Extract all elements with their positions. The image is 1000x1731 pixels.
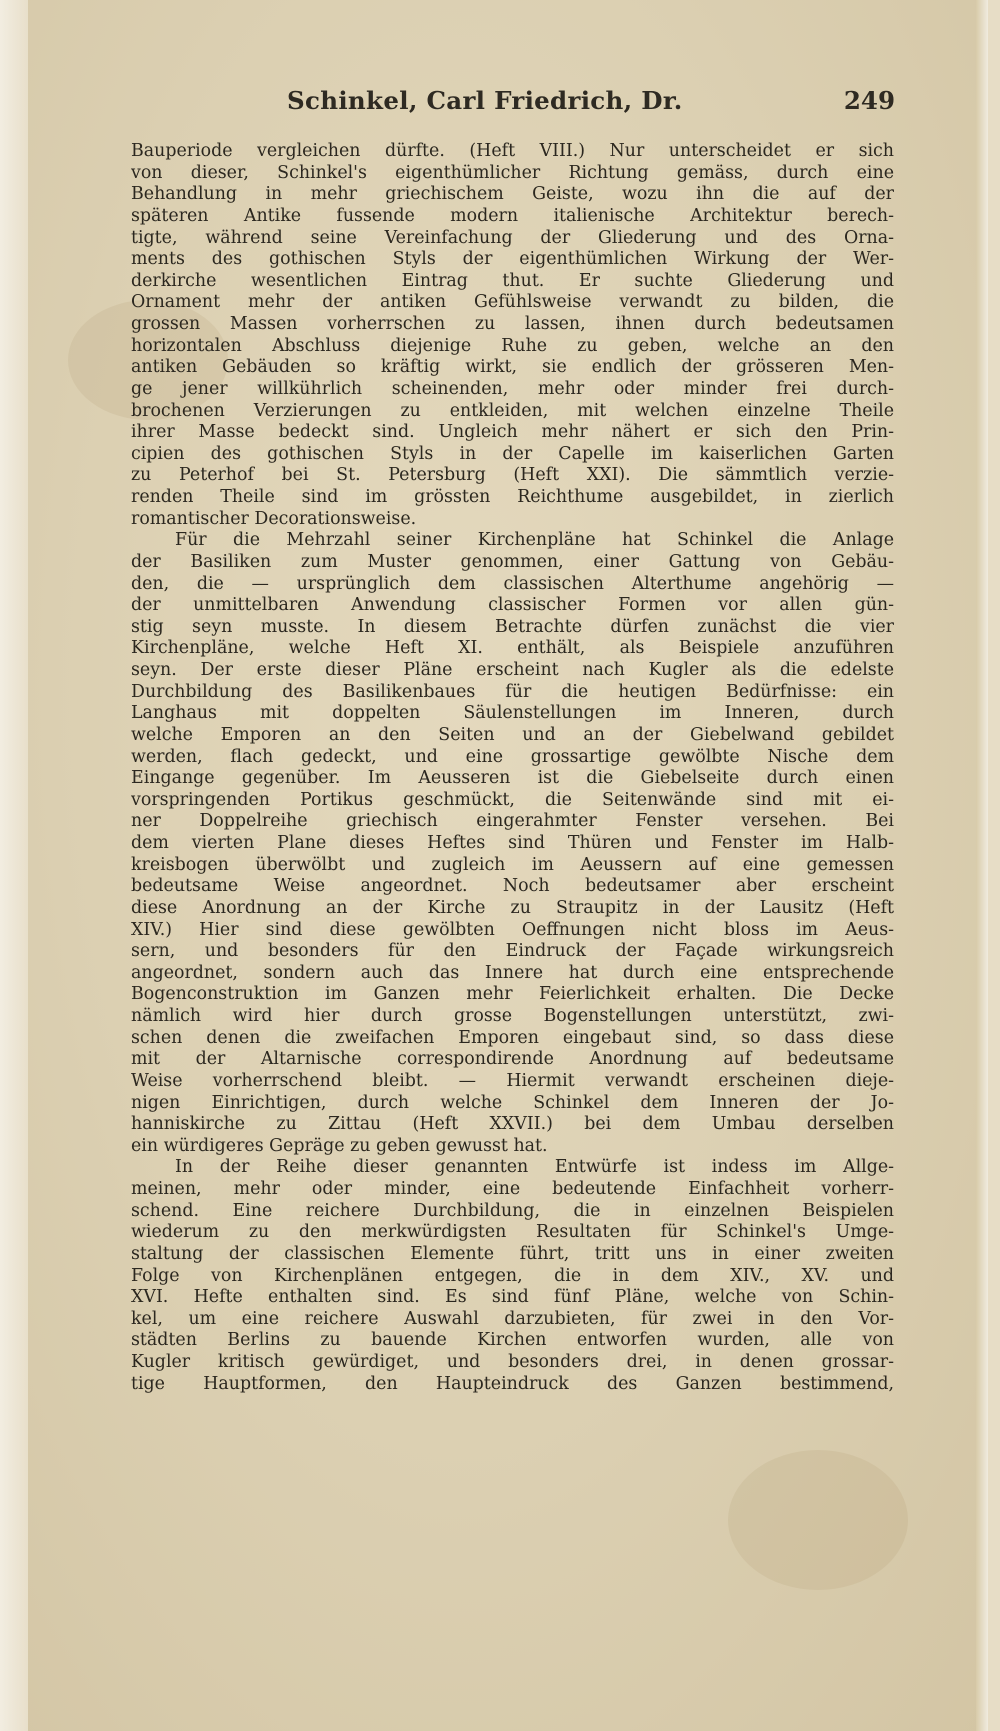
text-line: nigen Einrichtigen, durch welche Schinkel dem Inneren der Jo-: [131, 1092, 894, 1113]
text-line: Langhaus mit doppelten Säulenstellungen im Inneren, durch: [131, 703, 894, 724]
text-line: kreisbogen überwölbt und zugleich im Aeussern auf eine gemessen: [131, 854, 894, 875]
text-line: von dieser, Schinkel's eigenthümlicher Richtung gemäss, durch eine: [131, 162, 894, 183]
page-number: 249: [843, 86, 895, 115]
text-line: Folge von Kirchenplänen entgegen, die in dem XIV., XV. und: [131, 1265, 894, 1286]
text-line: XIV.) Hier sind diese gewölbten Oeffnungen nicht bloss im Aeus-: [131, 919, 894, 940]
text-line: vorspringenden Portikus geschmückt, die Seitenwände sind mit ei-: [131, 789, 894, 810]
text-line: diese Anordnung an der Kirche zu Straupitz in der Lausitz (Heft: [131, 897, 894, 918]
text-line: seyn. Der erste dieser Pläne erscheint nach Kugler als die edelste: [131, 660, 894, 680]
text-line: nämlich wird hier durch grosse Bogenstellungen unterstützt, zwi-: [131, 1006, 894, 1026]
text-line: stig seyn musste. In diesem Betrachte dürfen zunächst die vier: [131, 616, 894, 637]
page-left-margin: [0, 0, 28, 1731]
text-line: der unmittelbaren Anwendung classischer Formen vor allen gün-: [131, 595, 894, 616]
text-line: derkirche wesentlichen Eintrag thut. Er suchte Gliederung und: [131, 270, 894, 291]
text-line: renden Theile sind im grössten Reichthume ausgebildet, in zierlich: [131, 487, 894, 507]
text-line: sern, und besonders für den Eindruck der Façade wirkungsreich: [131, 941, 894, 962]
text-line: horizontalen Abschluss diejenige Ruhe zu geben, welche an den: [131, 335, 894, 356]
text-line: tige Hauptformen, den Haupteindruck des Ganzen bestimmend,: [131, 1373, 894, 1394]
text-line: ge jener willkührlich scheinenden, mehr oder minder frei durch-: [131, 378, 894, 399]
text-line: tigte, während seine Vereinfachung der Gliederung und des Orna-: [131, 227, 894, 248]
text-line: Kugler kritisch gewürdiget, und besonders drei, in denen grossar-: [131, 1352, 894, 1372]
text-line: ner Doppelreihe griechisch eingerahmter Fenster versehen. Bei: [131, 811, 894, 832]
text-line: zu Peterhof bei St. Petersburg (Heft XXI). Die sämmtlich verzie-: [131, 465, 894, 486]
text-line: angeordnet, sondern auch das Innere hat durch eine entsprechende: [131, 962, 894, 983]
text-line: Durchbildung des Basilikenbaues für die heutigen Bedürfnisse: ein: [131, 681, 894, 702]
text-line: schend. Eine reichere Durchbildung, die in einzelnen Beispielen: [131, 1200, 894, 1221]
page-header: [275, 86, 895, 126]
text-line: meinen, mehr oder minder, eine bedeutende Einfachheit vorherr-: [131, 1179, 894, 1199]
text-line: dem vierten Plane dieses Heftes sind Thüren und Fenster im Halb-: [131, 833, 894, 853]
text-line: der Basiliken zum Muster genommen, einer Gattung von Gebäu-: [131, 551, 894, 572]
text-line: grossen Massen vorherrschen zu lassen, ihnen durch bedeutsamen: [131, 314, 894, 334]
text-line: hanniskirche zu Zittau (Heft XXVII.) bei dem Umbau derselben: [131, 1114, 894, 1135]
text-line: schen denen die zweifachen Emporen eingebaut sind, so dass diese: [131, 1027, 894, 1048]
page-right-edge: [976, 0, 988, 1731]
running-head: Schinkel, Carl Friedrich, Dr.: [287, 86, 683, 115]
text-line: werden, flach gedeckt, und eine grossartige gewölbte Nische dem: [131, 746, 894, 767]
text-line: cipien des gothischen Styls in der Capelle im kaiserlichen Garten: [131, 443, 894, 464]
text-line: späteren Antike fussende modern italienische Architektur berech-: [131, 205, 894, 226]
text-line: staltung der classischen Elemente führt, tritt uns in einer zweiten: [131, 1243, 894, 1264]
text-line: antiken Gebäuden so kräftig wirkt, sie endlich der grösseren Men-: [131, 357, 894, 378]
text-line: XVI. Hefte enthalten sind. Es sind fünf Pläne, welche von Schin-: [131, 1287, 894, 1308]
text-line: bedeutsame Weise angeordnet. Noch bedeutsamer aber erscheint: [131, 876, 894, 897]
text-line: Bauperiode vergleichen dürfte. (Heft VIII.) Nur unterscheidet er sich: [131, 141, 894, 161]
text-line: den, die — ursprünglich dem classischen Alterthume angehörig —: [131, 573, 894, 594]
text-line: In der Reihe dieser genannten Entwürfe ist indess im Allge-: [175, 1157, 894, 1178]
text-line: brochenen Verzierungen zu entkleiden, mit welchen einzelne Theile: [131, 400, 894, 421]
text-line: kel, um eine reichere Auswahl darzubieten, für zwei in den Vor-: [131, 1308, 894, 1329]
text-line: ein würdigeres Gepräge zu geben gewusst hat.: [131, 1135, 548, 1156]
text-line: ihrer Masse bedeckt sind. Ungleich mehr nähert er sich den Prin-: [131, 422, 894, 443]
text-line: Behandlung in mehr griechischem Geiste, wozu ihn die auf der: [131, 184, 894, 205]
text-line: Ornament mehr der antiken Gefühlsweise verwandt zu bilden, die: [131, 292, 894, 313]
text-line: ments des gothischen Styls der eigenthümlichen Wirkung der Wer-: [131, 249, 894, 270]
text-line: Bogenconstruktion im Ganzen mehr Feierlichkeit erhalten. Die Decke: [131, 984, 894, 1005]
text-line: Weise vorherrschend bleibt. — Hiermit verwandt erscheinen dieje-: [131, 1070, 894, 1091]
body-text: [131, 141, 894, 1395]
text-line: romantischer Decorationsweise.: [131, 508, 417, 529]
paper-stain: [728, 1450, 908, 1590]
text-line: welche Emporen an den Seiten und an der Giebelwand gebildet: [131, 724, 894, 745]
text-line: mit der Altarnische correspondirende Anordnung auf bedeutsame: [131, 1049, 894, 1070]
text-line: städten Berlins zu bauende Kirchen entworfen wurden, alle von: [131, 1330, 894, 1351]
text-line: Eingange gegenüber. Im Aeusseren ist die Giebelseite durch einen: [131, 768, 894, 789]
text-line: Kirchenpläne, welche Heft XI. enthält, als Beispiele anzuführen: [131, 638, 894, 659]
text-line: wiederum zu den merkwürdigsten Resultaten für Schinkel's Umge-: [131, 1222, 894, 1243]
text-line: Für die Mehrzahl seiner Kirchenpläne hat Schinkel die Anlage: [175, 530, 894, 551]
